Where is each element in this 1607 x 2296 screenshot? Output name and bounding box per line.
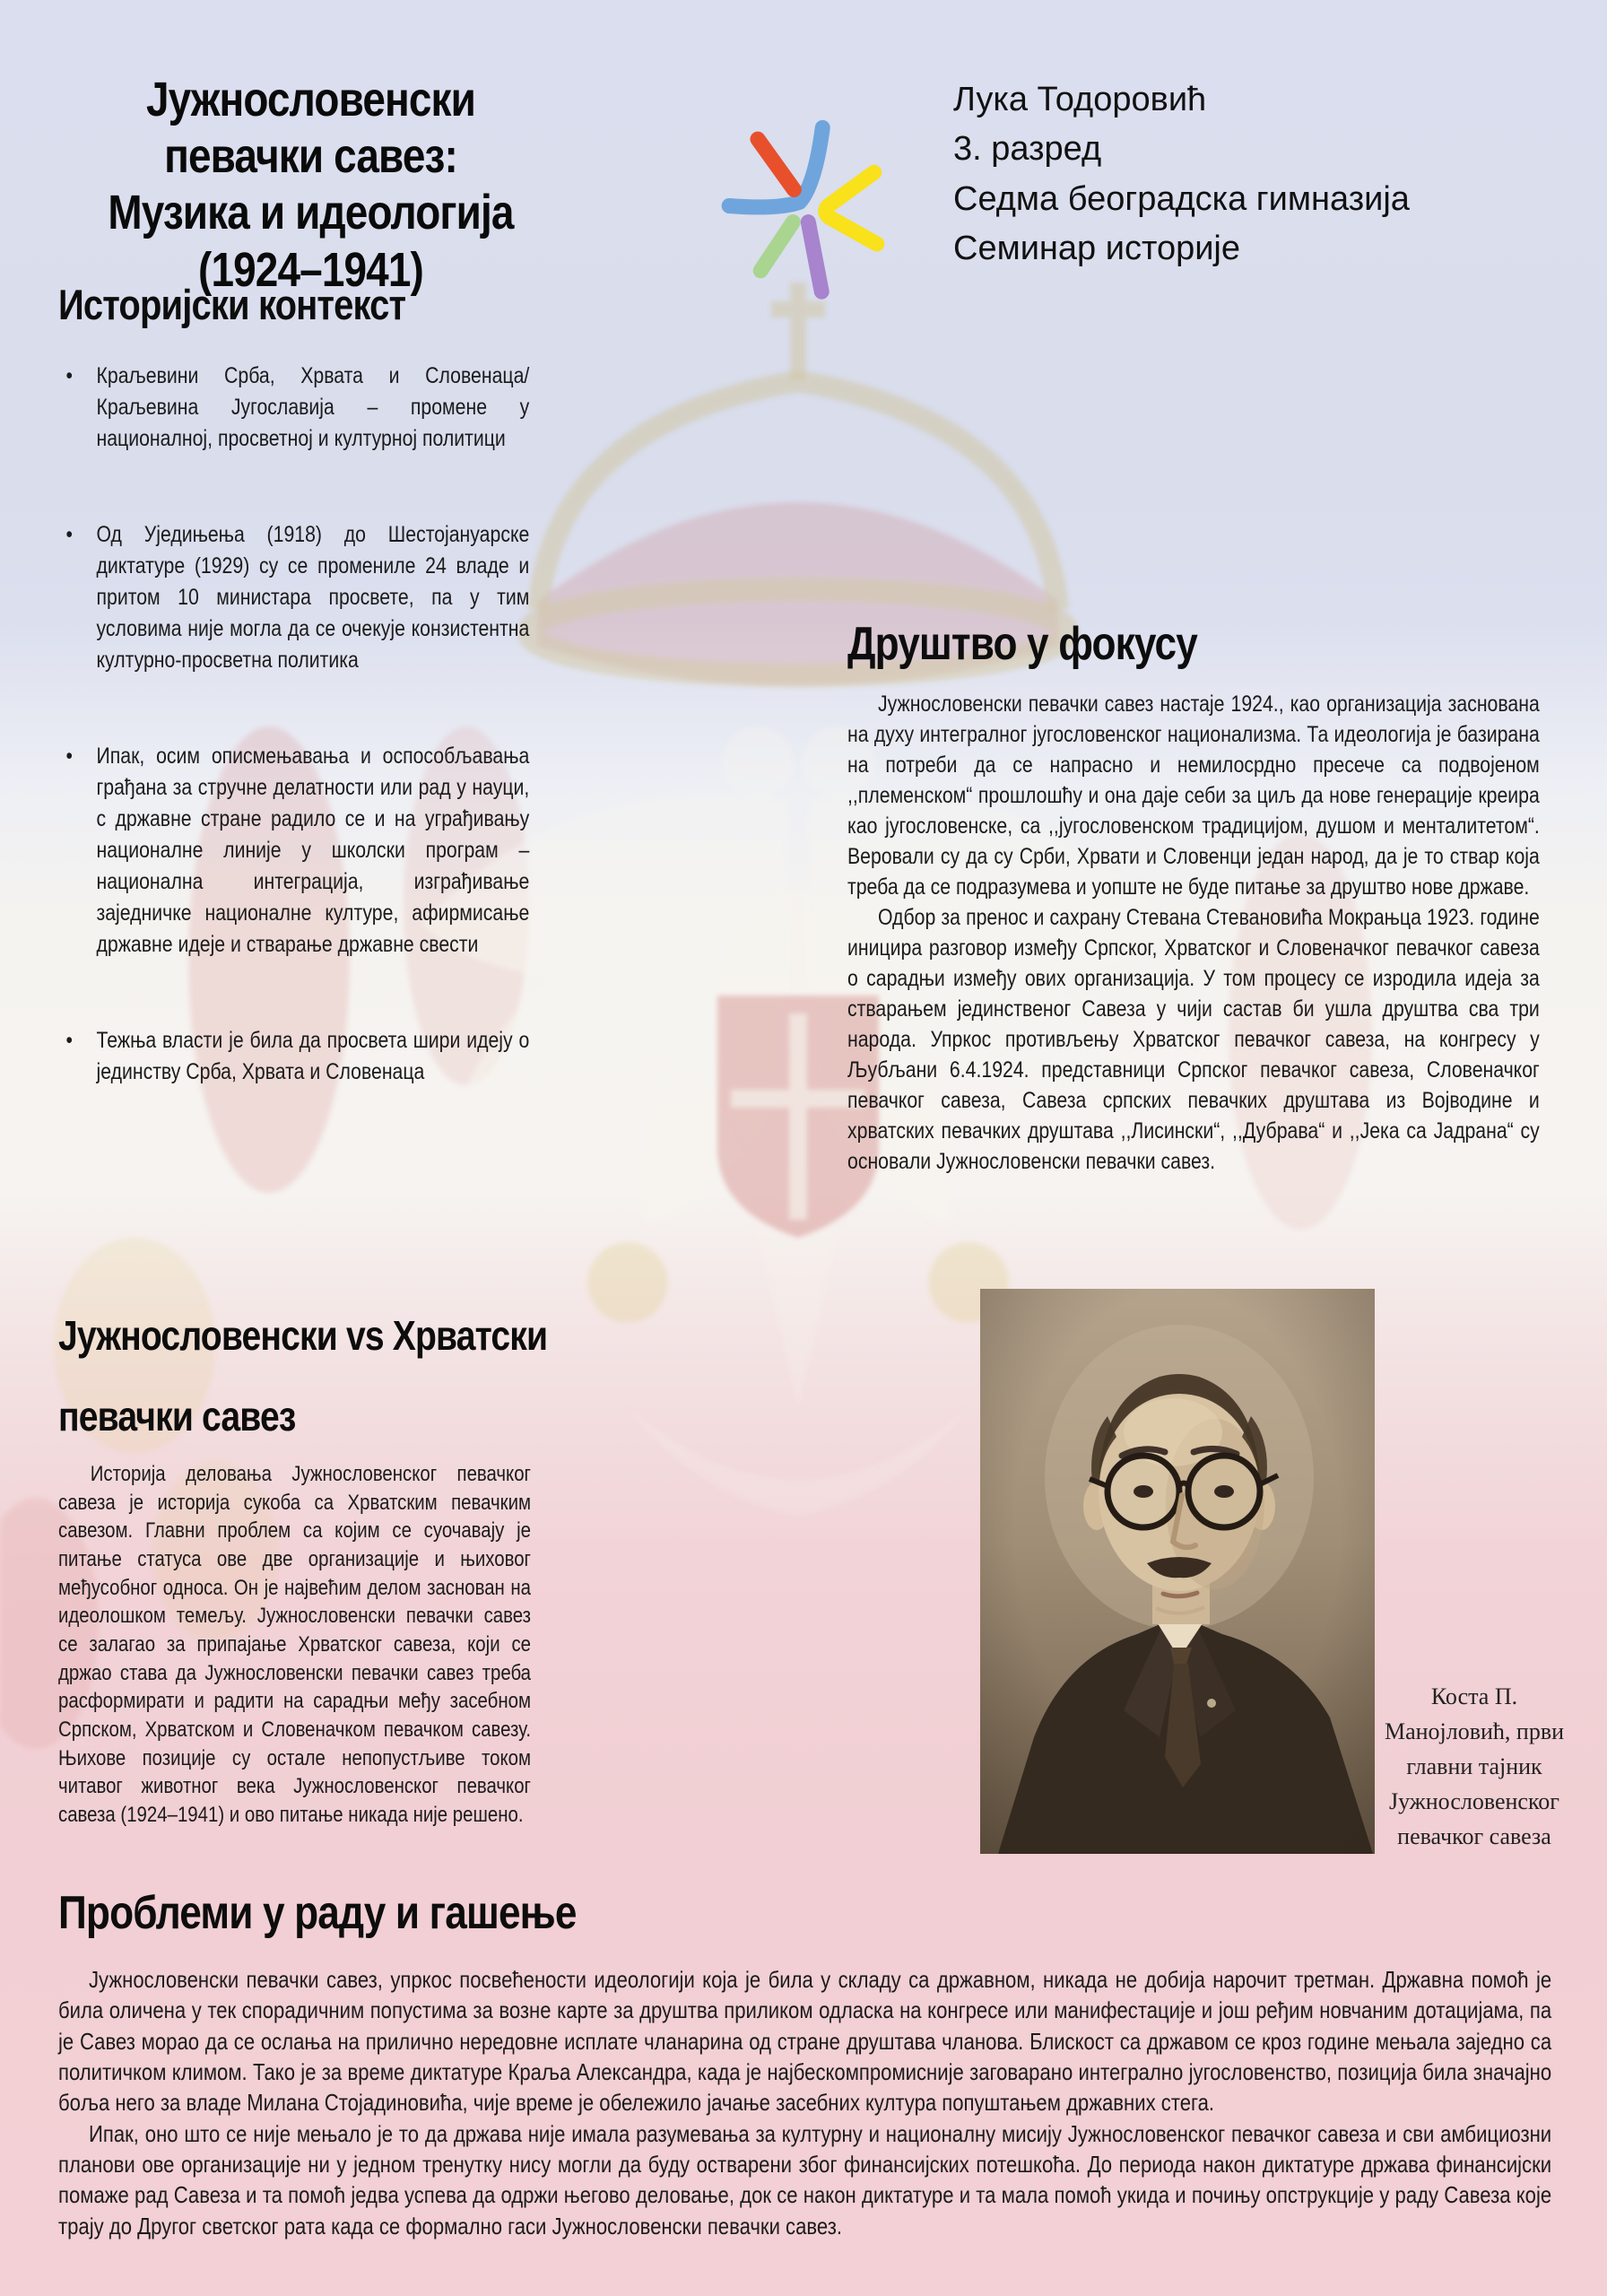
section-heading-problems: Проблеми у раду и гашење bbox=[58, 1887, 577, 1939]
section-heading-vs bbox=[58, 1296, 561, 1457]
problems-paragraph-1: Јужнословенски певачки савез, упркос посвећености идеологији која је била у складу са државном, никада не добија нарочит третман. Државна помоћ је била оличена у тек спорадичним попустима за возне карте за друштва приликом одласка на конгресе или манифестације и још ређим новчаним дотацијама, па је Савез морао да се ослања на прилично нередовне исплате чланарина од стране друштава чланова. Блискост са државом се кроз године мењала заједно са политичком климом. Тако је за време диктатуре Краља Александра, када је најбескомпромисније заговарано интегрално југословенство, позиција била значајно боља него за владе Милана Стојадиновића, чије време је обележило јачање засебних култура попуштањем државних стега. bbox=[58, 1966, 1552, 2117]
section-heading-society: Друштво у фокусу bbox=[847, 618, 1197, 670]
star-logo-icon bbox=[682, 100, 910, 311]
society-paragraphs bbox=[847, 689, 1540, 1177]
title-line: Музика и идеологија bbox=[108, 186, 514, 240]
society-paragraph-2: Одбор за пренос и сахрану Стевана Стевановића Мокрањца 1923. године иницира разговор између Српског, Хрватског и Словеначког певачког савеза о сарадњи између ових организација. У том процесу се изродила идеја за стварањем јединственог Савеза у чији састав би ушла друштва сва три народа. Упркос противљењу Хрватског певачког савеза, на конгресу у Љубљани 6.4.1924. представници Српског певачког савеза, Словеначког певачког савеза, Савеза српских певачких друштава из Војводине и хрватских певачких друштава ,,Лисински“, ,,Дубрава“ и ,,Јека са Јадрана“ су основали Јужнословенски певачки савез. bbox=[847, 905, 1540, 1174]
bullet-item: • Ипак, осим описмењавања и оспособљавања грађана за стручне делатности или рад у науци, с државне стране радило се и на уграђивању националне линије у школски програм – национална интеграција, изграђивање заједничке националне културе, афирмисање државне идеје и стварање државне свести bbox=[58, 741, 529, 961]
problems-paragraph-2: Ипак, оно што се није мењало је то да држава није имала разумевања за културну и националну мисију Јужнословенског певачког савеза и сви амбициозни планови ове организације ни у једном тренутку нису могли да буду остварени због финансијских потешкоћа. До периода након диктатуре држава финансијски помаже рад Савеза и та помоћ једва успева да одржи његово деловање, док се након диктатуре и та мала помоћ укида и почињу опструкције у раду Савеза које трају до Другог светског рата када се формално гаси Јужнословенски певачки савез. bbox=[58, 2119, 1552, 2239]
bullet-item: • Од Уједињења (1918) до Шестојануарске диктатуре (1929) су се промениле 24 владе и притом 10 министара просвете, па у тим условима није могла да се очекује конзистентна културно-просветна политика bbox=[58, 519, 529, 676]
vs-heading-line: Јужнословенски vs Хрватски bbox=[58, 1312, 548, 1359]
vs-paragraph: Историја деловања Јужнословенског певачког савеза је историја сукоба са Хрватским певачким савезом. Главни проблем са којим се суочавају је питање статуса ове две организације и њиховог међусобног односа. Он је највећим делом заснован на идеолошком темељу. Јужнословенски певачки савез се залагао за припајање Хрватског савеза, који се држао става да Јужнословенски певачки савез треба расформирати и радити на сарадњи међу засебном Српском, Хрватском и Словеначком певачком савезу. Њихове позиције су остале непопустљиве током читавог животног века Јужнословенског певачког савеза (1924–1941) и ово питање никада није решено. bbox=[58, 1462, 531, 1828]
portrait-photo bbox=[980, 1289, 1375, 1854]
bullet-item: • Краљевини Срба, Хрвата и Словенаца/Краљевина Југославија – промене у националној, просветној и културној политици bbox=[58, 361, 529, 455]
section-heading-historical-context: Историјски контекст bbox=[58, 281, 406, 328]
vs-heading-line: певачки савез bbox=[58, 1392, 296, 1439]
historical-context-bullets bbox=[58, 361, 529, 1088]
society-paragraph-1: Јужнословенски певачки савез настаје 1924., као организација заснована на духу интегралног југословенског национализма. Та идеологија је базирана на потреби да се напрасно и немилосрдно пресече са подвојеном ,,племенском“ прошлошћу и она даје себи за циљ да нове генерације креира као југословенске, са ,,југословенском традицијом, душом и менталитетом“. Веровали су да су Срби, Хрвати и Словенци један народ, да је то ствар која треба да се подразумева и уопште не буде питање за друштво нове државе. bbox=[847, 691, 1540, 900]
author-grade: 3. разред bbox=[953, 130, 1102, 169]
author-course: Семинар историје bbox=[953, 230, 1241, 268]
problems-paragraphs bbox=[58, 1964, 1551, 2241]
author-name: Лука Тодоровић bbox=[953, 81, 1207, 118]
bullet-item: • Тежња власти је била да просвета шири идеју о јединству Срба, Хрвата и Словенаца bbox=[58, 1025, 529, 1088]
title-line: Јужнословенски bbox=[145, 73, 476, 126]
title-line: певачки савез: bbox=[164, 129, 457, 184]
author-school: Седма београдска гимназија bbox=[953, 179, 1410, 218]
bullet-list bbox=[58, 361, 529, 1088]
vs-paragraph-block bbox=[58, 1460, 531, 1830]
author-block bbox=[953, 75, 1410, 274]
photo-caption: Коста П. Манојловић, први главни тајник Јужнословенског певачког савеза bbox=[1384, 1683, 1565, 1849]
poster-title bbox=[62, 72, 560, 299]
title-line: (1924–1941) bbox=[198, 242, 423, 297]
